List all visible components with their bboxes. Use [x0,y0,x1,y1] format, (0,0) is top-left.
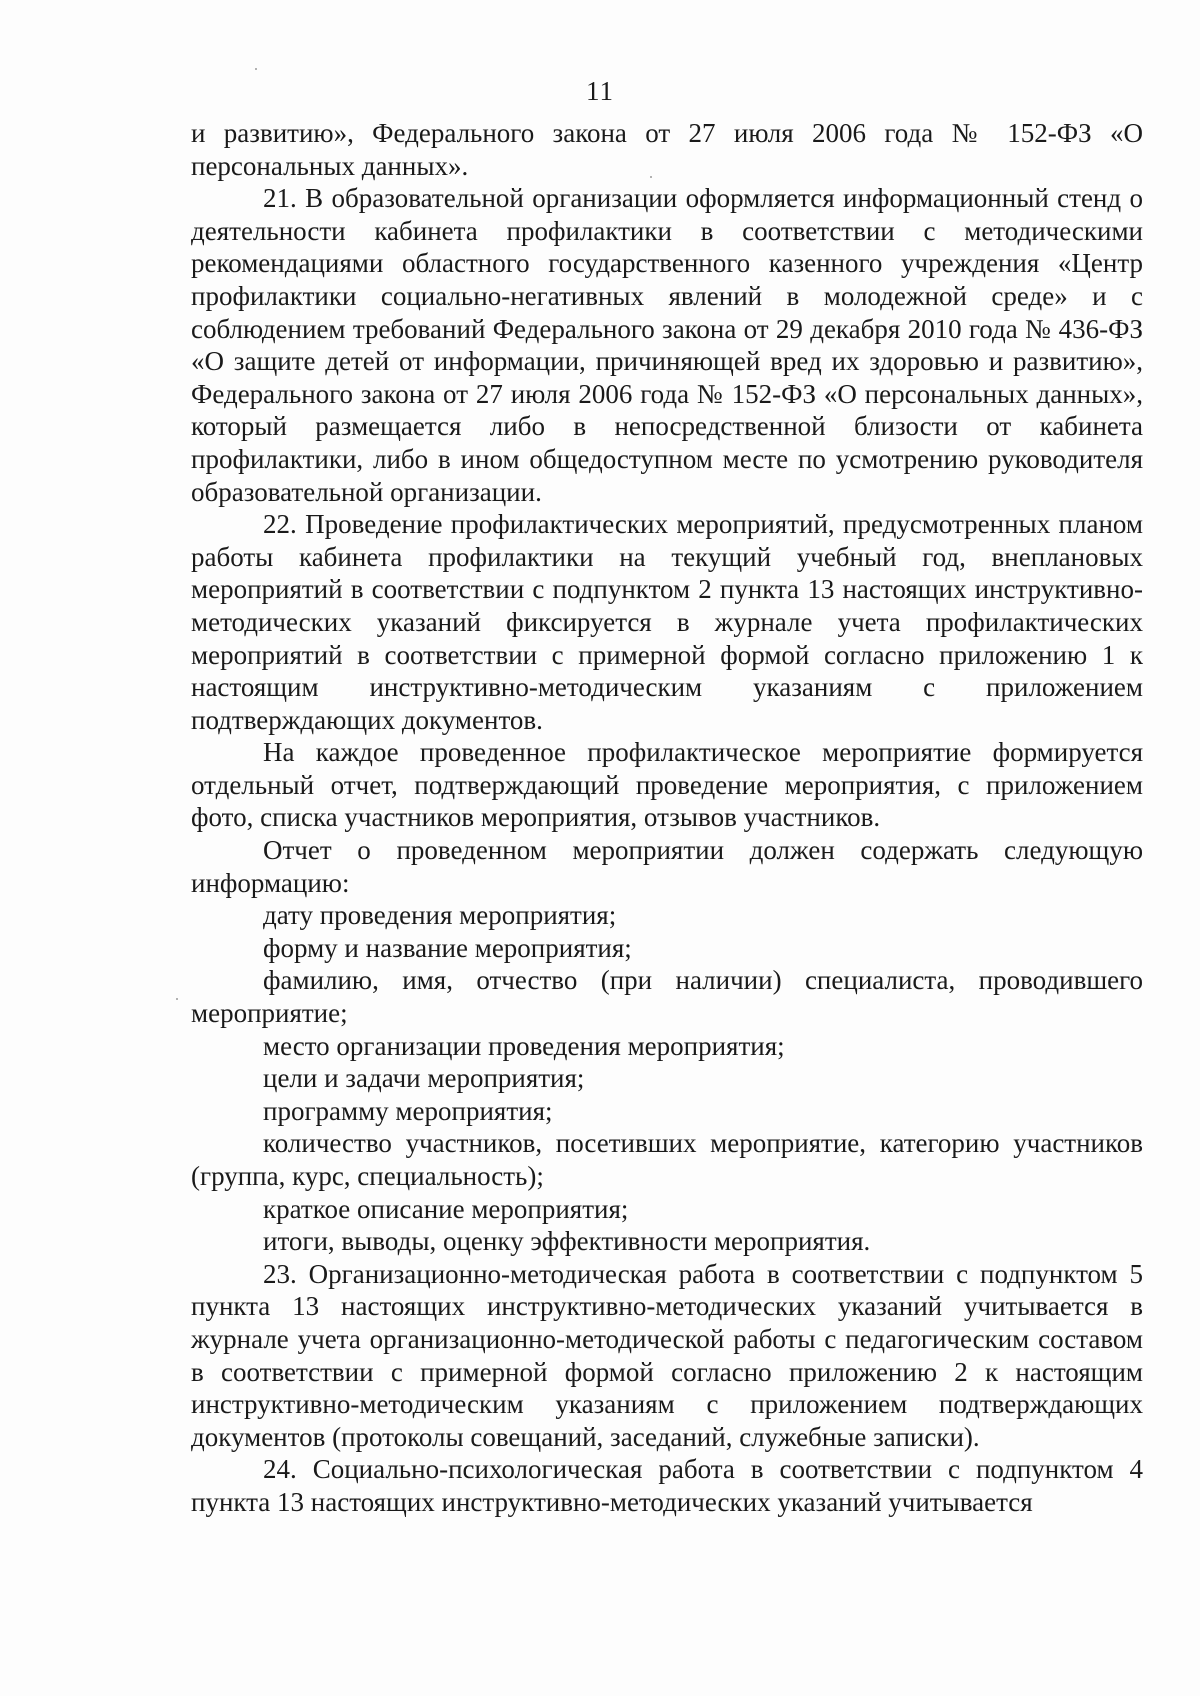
paragraph-report-contents: Отчет о проведенном мероприятии должен содержать следующую информацию: [191,835,1143,898]
list-item-goals: цели и задачи мероприятия; [263,1063,585,1094]
paragraph-22: 22. Проведение профилактических мероприятий, предусмотренных планом работы кабинета профилактики на текущий учебный год, внеплановых мероприятий в соответствии с подпунктом 2 пункта 13 настоящих инструктивно-методических указаний фиксируется в журнале учета профилактических мероприятий в соответствии с примерной формой согласно приложению 1 к настоящим инструктивно-методическим указаниям с приложением подтверждающих документов. [191,509,1143,735]
list-item-specialist: фамилию, имя, отчество (при наличии) специалиста, проводившего мероприятие; [191,965,1143,1029]
paragraph-report-each-event: На каждое проведенное профилактическое мероприятие формируется отдельный отчет, подтверждающий проведение мероприятия, с приложением фото, списка участников мероприятия, отзывов участников. [191,737,1143,833]
paragraph-23: 23. Организационно-методическая работа в соответствии с подпунктом 5 пункта 13 настоящих инструктивно-методических указаний учитывается в журнале учета организационно-методической работы с педагогическим составом в соответствии с примерной формой согласно приложению 2 к настоящим инструктивно-методическим указаниям с приложением подтверждающих документов (протоколы совещаний, заседаний, служебные записки). [191,1258,1143,1452]
document-body [191,117,1143,1519]
list-item-results: итоги, выводы, оценку эффективности мероприятия. [263,1226,871,1257]
scan-speck [255,68,257,70]
paragraph-continuation: и развитию», Федерального закона от 27 июля 2006 года № 152-ФЗ «О персональных данных». [191,118,1143,181]
list-item-date: дату проведения мероприятия; [263,900,617,931]
paragraph-21: 21. В образовательной организации оформляется информационный стенд о деятельности кабинета профилактики в соответствии с методическими рекомендациями областного государственного казенного учреждения «Центр профилактики социально-негативных явлений в молодежной среде» и с соблюдением требований Федерального закона от 29 декабря 2010 года № 436-ФЗ «О защите детей от информации, причиняющей вред их здоровью и развитию», Федерального закона от 27 июля 2006 года № 152-ФЗ «О персональных данных», который размещается либо в непосредственной близости от кабинета профилактики, либо в ином общедоступном месте по усмотрению руководителя образовательной организации. [191,183,1143,507]
scan-speck [650,176,652,178]
paragraph-24: 24. Социально-психологическая работа в соответствии с подпунктом 4 пункта 13 настоящих инструктивно-методических указаний учитывается [191,1454,1143,1517]
scan-speck [176,998,178,1000]
list-item-description: краткое описание мероприятия; [263,1193,629,1224]
list-item-form-name: форму и название мероприятия; [263,932,632,963]
list-item-participants: количество участников, посетивших мероприятие, категорию участников (группа, курс, специальность); [191,1128,1143,1191]
list-item-place: место организации проведения мероприятия; [263,1030,785,1061]
list-item-program: программу мероприятия; [263,1095,553,1126]
page-number: 11 [586,76,614,106]
